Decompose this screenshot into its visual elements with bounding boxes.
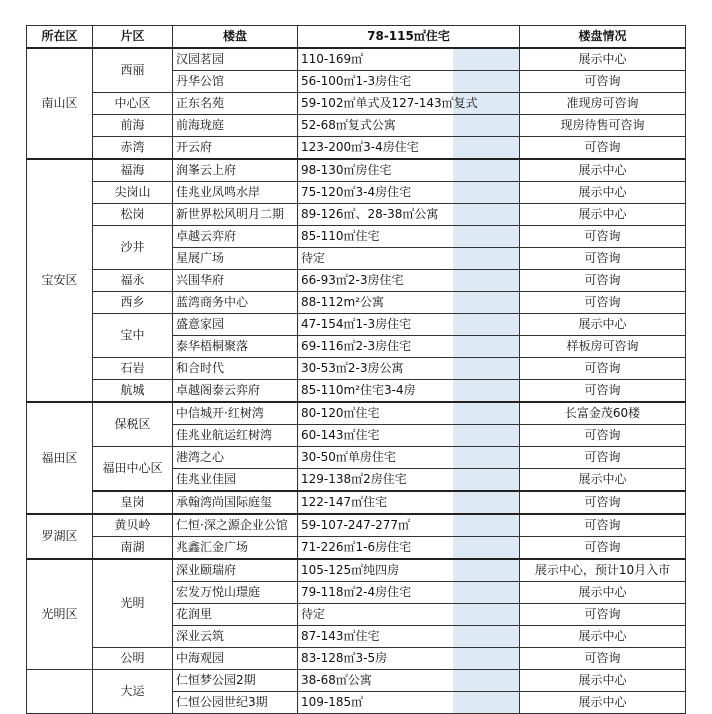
area-cell: 西乡 (93, 292, 173, 314)
table-row (27, 670, 686, 692)
project-name: 卓越云弈府 (173, 226, 298, 248)
project-name: 前海珑庭 (173, 115, 298, 137)
project-name: 兴围华府 (173, 270, 298, 292)
status-cell: 可咨询 (520, 71, 686, 93)
area-cell: 沙井 (93, 226, 173, 270)
area-cell: 南湖 (93, 537, 173, 560)
size-cell: 66-93㎡2-3房住宅 (298, 270, 520, 292)
status-cell: 可咨询 (520, 380, 686, 403)
status-cell: 展示中心，预计10月入市 (520, 559, 686, 582)
table-row (27, 402, 686, 425)
area-cell: 福田中心区 (93, 447, 173, 492)
size-cell: 71-226㎡1-6房住宅 (298, 537, 520, 560)
status-cell: 可咨询 (520, 292, 686, 314)
project-name: 蓝湾商务中心 (173, 292, 298, 314)
area-cell: 皇岗 (93, 491, 173, 514)
project-name: 仁恒梦公园2期 (173, 670, 298, 692)
project-name: 汉园茗园 (173, 48, 298, 71)
area-cell: 公明 (93, 648, 173, 670)
project-name: 兆鑫汇金广场 (173, 537, 298, 560)
table-row (27, 48, 686, 71)
status-cell: 展示中心 (520, 582, 686, 604)
status-cell: 展示中心 (520, 469, 686, 492)
header-district: 所在区 (27, 26, 93, 49)
header-size: 78-115㎡住宅 (298, 26, 520, 49)
project-name: 承翰湾尚国际庭玺 (173, 491, 298, 514)
area-cell: 松岗 (93, 204, 173, 226)
table-row (27, 137, 686, 160)
area-cell: 保税区 (93, 402, 173, 447)
district-cell: 福田区 (27, 402, 93, 514)
district-cell: 光明区 (27, 559, 93, 670)
area-cell: 西丽 (93, 48, 173, 93)
status-cell: 展示中心 (520, 204, 686, 226)
area-cell: 光明 (93, 559, 173, 648)
size-cell: 79-118㎡2-4房住宅 (298, 582, 520, 604)
area-cell: 赤湾 (93, 137, 173, 160)
status-cell: 可咨询 (520, 270, 686, 292)
size-cell: 56-100㎡1-3房住宅 (298, 71, 520, 93)
project-name: 星展广场 (173, 248, 298, 270)
district-cell: 南山区 (27, 48, 93, 159)
district-cell: 宝安区 (27, 159, 93, 402)
area-cell: 黄贝岭 (93, 514, 173, 537)
area-cell: 石岩 (93, 358, 173, 380)
project-name: 和合时代 (173, 358, 298, 380)
project-name: 盛意家园 (173, 314, 298, 336)
district-cell: 罗湖区 (27, 514, 93, 559)
project-name: 泰华梧桐聚落 (173, 336, 298, 358)
project-name: 新世界松风明月二期 (173, 204, 298, 226)
status-cell: 展示中心 (520, 314, 686, 336)
area-cell: 前海 (93, 115, 173, 137)
table-row (27, 491, 686, 514)
size-cell: 110-169㎡ (298, 48, 520, 71)
project-name: 宏发万悦山璟庭 (173, 582, 298, 604)
area-cell: 宝中 (93, 314, 173, 358)
project-name: 佳兆业航运红树湾 (173, 425, 298, 447)
size-cell: 59-107-247-277㎡ (298, 514, 520, 537)
size-cell: 85-110㎡住宅 (298, 226, 520, 248)
size-cell: 123-200㎡3-4房住宅 (298, 137, 520, 160)
project-name: 佳兆业佳园 (173, 469, 298, 492)
property-table-container (26, 25, 686, 714)
area-cell: 福海 (93, 159, 173, 182)
table-row (27, 447, 686, 469)
size-cell: 30-50㎡单房住宅 (298, 447, 520, 469)
table-row (27, 648, 686, 670)
status-cell: 可咨询 (520, 514, 686, 537)
project-name: 仁恒·深之源企业公馆 (173, 514, 298, 537)
size-cell: 47-154㎡1-3房住宅 (298, 314, 520, 336)
size-cell: 待定 (298, 248, 520, 270)
area-cell: 尖岗山 (93, 182, 173, 204)
status-cell: 展示中心 (520, 692, 686, 714)
table-row (27, 380, 686, 403)
table-row (27, 559, 686, 582)
project-name: 花润里 (173, 604, 298, 626)
size-cell: 83-128㎡3-5房 (298, 648, 520, 670)
table-row (27, 292, 686, 314)
area-cell: 大运 (93, 670, 173, 714)
header-status: 楼盘情况 (520, 26, 686, 49)
status-cell: 可咨询 (520, 358, 686, 380)
size-cell: 38-68㎡公寓 (298, 670, 520, 692)
size-cell: 69-116㎡2-3房住宅 (298, 336, 520, 358)
table-row (27, 159, 686, 182)
project-name: 佳兆业凤鸣水岸 (173, 182, 298, 204)
table-row (27, 537, 686, 560)
size-cell: 75-120㎡3-4房住宅 (298, 182, 520, 204)
header-project: 楼盘 (173, 26, 298, 49)
table-row (27, 514, 686, 537)
project-name: 开云府 (173, 137, 298, 160)
status-cell: 可咨询 (520, 447, 686, 469)
status-cell: 可咨询 (520, 648, 686, 670)
size-cell: 122-147㎡住宅 (298, 491, 520, 514)
table-row (27, 93, 686, 115)
district-cell (27, 670, 93, 714)
size-cell: 待定 (298, 604, 520, 626)
table-row (27, 182, 686, 204)
size-cell: 30-53㎡2-3房公寓 (298, 358, 520, 380)
area-cell: 福永 (93, 270, 173, 292)
size-cell: 80-120㎡住宅 (298, 402, 520, 425)
status-cell: 可咨询 (520, 248, 686, 270)
table-row (27, 270, 686, 292)
property-table (26, 25, 686, 714)
status-cell: 展示中心 (520, 626, 686, 648)
area-cell: 中心区 (93, 93, 173, 115)
header-area: 片区 (93, 26, 173, 49)
table-row (27, 226, 686, 248)
status-cell: 展示中心 (520, 159, 686, 182)
project-name: 深业云筑 (173, 626, 298, 648)
project-name: 丹华公馆 (173, 71, 298, 93)
size-cell: 105-125㎡纯四房 (298, 559, 520, 582)
status-cell: 可咨询 (520, 425, 686, 447)
table-row (27, 314, 686, 336)
status-cell: 展示中心 (520, 670, 686, 692)
size-cell: 59-102㎡单式及127-143㎡复式 (298, 93, 520, 115)
size-cell: 89-126㎡、28-38㎡公寓 (298, 204, 520, 226)
status-cell: 长富金茂60楼 (520, 402, 686, 425)
project-name: 深业颐瑞府 (173, 559, 298, 582)
status-cell: 可咨询 (520, 604, 686, 626)
size-cell: 98-130㎡房住宅 (298, 159, 520, 182)
size-cell: 85-110m²住宅3-4房 (298, 380, 520, 403)
size-cell: 109-185㎡ (298, 692, 520, 714)
status-cell: 可咨询 (520, 137, 686, 160)
project-name: 港湾之心 (173, 447, 298, 469)
size-cell: 129-138㎡2房住宅 (298, 469, 520, 492)
project-name: 润峯云上府 (173, 159, 298, 182)
size-cell: 52-68㎡复式公寓 (298, 115, 520, 137)
project-name: 中信城开·红树湾 (173, 402, 298, 425)
status-cell: 现房待售可咨询 (520, 115, 686, 137)
status-cell: 准现房可咨询 (520, 93, 686, 115)
status-cell: 可咨询 (520, 491, 686, 514)
status-cell: 展示中心 (520, 182, 686, 204)
project-name: 正东名苑 (173, 93, 298, 115)
table-row (27, 204, 686, 226)
size-cell: 60-143㎡住宅 (298, 425, 520, 447)
status-cell: 可咨询 (520, 537, 686, 560)
project-name: 仁恒公园世纪3期 (173, 692, 298, 714)
status-cell: 展示中心 (520, 48, 686, 71)
header-row (27, 26, 686, 49)
project-name: 卓越阁泰云弈府 (173, 380, 298, 403)
size-cell: 88-112m²公寓 (298, 292, 520, 314)
area-cell: 航城 (93, 380, 173, 403)
table-row (27, 115, 686, 137)
table-row (27, 358, 686, 380)
project-name: 中海观园 (173, 648, 298, 670)
status-cell: 样板房可咨询 (520, 336, 686, 358)
status-cell: 可咨询 (520, 226, 686, 248)
size-cell: 87-143㎡住宅 (298, 626, 520, 648)
